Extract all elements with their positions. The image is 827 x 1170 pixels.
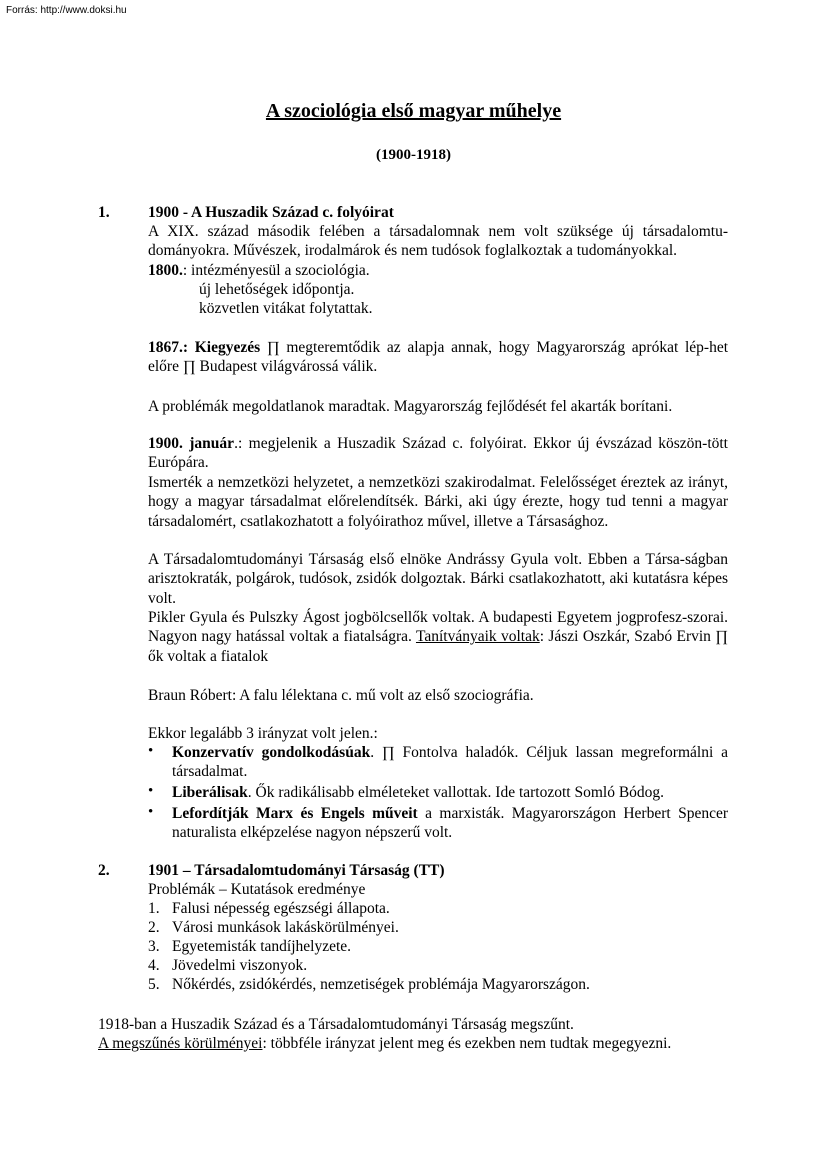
- bullet-1-rest: Fontolva haladók. Céljuk lassan megreformálni a társadalmat.: [172, 744, 728, 781]
- year-1900: 1900. január: [148, 435, 235, 452]
- text-pikler-b: : Jászi Oszkár, Szabó Ervin: [539, 628, 716, 646]
- list-item: Falusi népesség egészségi állapota.: [172, 900, 390, 917]
- closing-line-2: [98, 1034, 671, 1053]
- text-pikler-c: ők voltak a fiatalok: [148, 647, 269, 665]
- text-pikler-a: Pikler Gyula és Pulszky Ágost jogbölcsellők voltak. A budapesti Egyetem jogprofesz-szorai. Nagyon nagy hatással voltak a fiatalságra.: [148, 609, 728, 646]
- closing-underlined: A megszűnés körülményei: [98, 1035, 263, 1052]
- text-1867-a: megteremtődik az alapja annak, hogy Magyarország aprókat lép-het előre: [148, 339, 729, 376]
- section-2-heading: 1901 – Társadalomtudományi Társaság (TT): [148, 862, 445, 879]
- bullet-3-rest: a marxisták. Magyarországon Herbert Spencer naturalista elképzelése nagyon népszerű volt.: [172, 805, 729, 842]
- paragraph-1867: [148, 338, 728, 377]
- list-item: Egyetemisták tandíjhelyzete.: [172, 938, 352, 955]
- list-item-number: 5.: [148, 976, 160, 993]
- bullet-2-text: [172, 783, 728, 802]
- paragraph-pikler: [148, 608, 728, 666]
- bullet-2: •: [148, 783, 154, 799]
- bullet-3: •: [148, 804, 154, 820]
- list-item: Városi munkások lakáskörülményei.: [172, 919, 399, 936]
- list-item-number: 3.: [148, 938, 160, 955]
- section-1-heading: 1900 - A Huszadik Század c. folyóirat: [148, 204, 394, 221]
- bullet-2-rest: . Ők radikálisabb elméleteket vallottak. Ide tartozott Somló Bódog.: [247, 784, 665, 801]
- paragraph-ekkor: Ekkor legalább 3 irányzat volt jelen.:: [148, 725, 378, 742]
- page-title: A szociológia első magyar műhelye: [265, 100, 562, 122]
- list-item: Jövedelmi viszonyok.: [172, 957, 308, 974]
- list-item-number: 4.: [148, 957, 160, 974]
- year-1800-line-2: új lehetőségek időpontja.: [199, 281, 355, 298]
- paragraph-tarsasag: A Társadalomtudományi Társaság első elnöke Andrássy Gyula volt. Ebben a Társa-ságban arisztokraták, polgárok, tudósok, zsidók dolgoztak. Bárki csatlakozhatott, aki kutatásra képes volt.: [148, 551, 728, 607]
- list-item: Nőkérdés, zsidókérdés, nemzetiségek problémája Magyarországon.: [172, 976, 590, 993]
- year-1867: 1867.: Kiegyezés: [148, 339, 261, 356]
- section-2-subheading: Problémák – Kutatások eredménye: [148, 881, 366, 898]
- bullet-1-text: [172, 743, 728, 782]
- source-note: Forrás: http://www.doksi.hu: [6, 5, 127, 16]
- paragraph-problems: A problémák megoldatlanok maradtak. Magyarország fejlődését fel akarták borítani.: [148, 398, 673, 415]
- year-1800-text: : intézményesül a szociológia.: [182, 262, 370, 279]
- year-1800-line-3: közvetlen vitákat folytattak.: [199, 300, 373, 317]
- arrow-symbol: ∏: [182, 358, 196, 376]
- closing-line-1: 1918-ban a Huszadik Század és a Társadalomtudományi Társaság megszűnt.: [98, 1016, 574, 1033]
- bullet-3-text: [172, 804, 728, 843]
- paragraph-1900: [148, 434, 728, 473]
- section-1-number: 1.: [98, 204, 110, 221]
- arrow-symbol: ∏: [381, 744, 395, 761]
- paragraph-ismertek: Ismerték a nemzetközi helyzetet, a nemzetközi szakirodalmat. Felelősséget éreztek az irányt, hogy a magyar társadalmat előrelendítsék. Bárki, aki úgy érezte, hogy tud tenni a magyar társadalomért, csatlakozhatott a folyóirathoz művel, illetve a Társasághoz.: [148, 474, 728, 530]
- bullet-1-sep: .: [370, 744, 382, 761]
- bullet-3-bold: Lefordítják Marx és Engels műveit: [172, 805, 418, 822]
- page-subtitle: (1900-1918): [376, 147, 451, 163]
- paragraph-xix: A XIX. század második felében a társadalomnak nem volt szüksége új társadalomtu-dományokra. Művészek, irodalmárok és nem tudósok foglalkoztak a tudományokkal.: [148, 223, 728, 260]
- arrow-symbol: ∏: [266, 339, 280, 356]
- section-2-number: 2.: [98, 862, 110, 879]
- year-1800-line: [148, 261, 370, 280]
- bullet-1: •: [148, 743, 154, 759]
- arrow-symbol: ∏: [715, 628, 729, 646]
- bullet-1-bold: Konzervatív gondolkodásúak: [172, 744, 371, 761]
- text-1867-b: Budapest világvárossá válik.: [195, 358, 378, 376]
- text-pikler-underlined: Tanítványaik voltak: [415, 628, 540, 646]
- list-item-number: 2.: [148, 919, 160, 936]
- closing-rest: : többféle irányzat jelent meg és ezekben nem tudtak megegyezni.: [262, 1035, 672, 1052]
- list-item-number: 1.: [148, 900, 160, 917]
- bullet-2-bold: Liberálisak: [172, 784, 248, 801]
- text-1900: .: megjelenik a Huszadik Század c. folyóirat. Ekkor új évszázad köszön-tött Európára.: [148, 435, 728, 472]
- paragraph-braun: Braun Róbert: A falu lélektana c. mű volt az első szociográfia.: [148, 687, 534, 704]
- year-1800: 1800.: [148, 262, 183, 279]
